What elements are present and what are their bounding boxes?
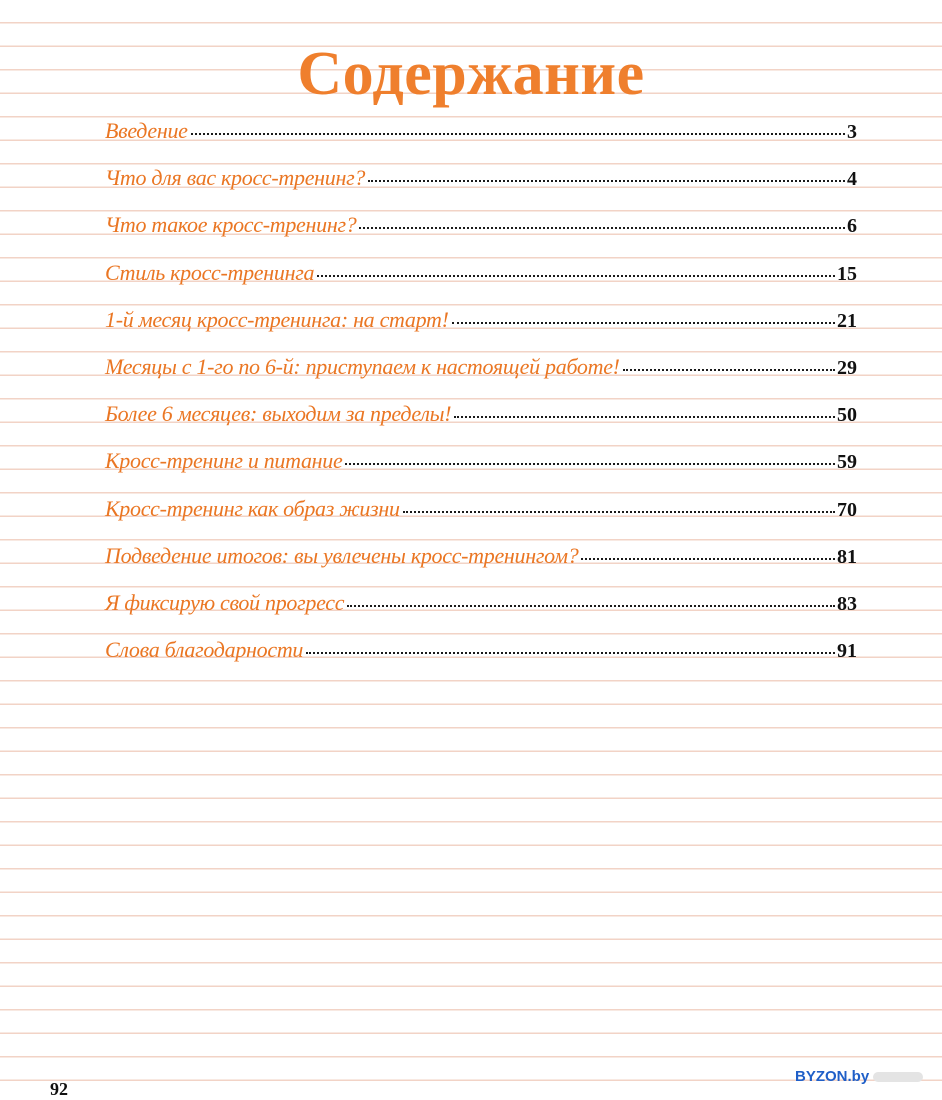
toc-entry-title: Подведение итогов: вы увлечены кросс-тренингом? bbox=[105, 542, 579, 568]
blurred-region bbox=[873, 1072, 923, 1082]
toc-entry-page: 4 bbox=[847, 168, 857, 191]
toc-entry-title: Введение bbox=[105, 118, 188, 143]
toc-dot-leader bbox=[345, 463, 835, 465]
toc-dot-leader bbox=[403, 511, 835, 513]
toc-entry-page: 15 bbox=[837, 262, 857, 285]
toc-entry-title: 1-й месяц кросс-тренинга: на старт! bbox=[105, 306, 449, 332]
toc-entry-page: 3 bbox=[847, 121, 857, 143]
toc-entry-page: 81 bbox=[837, 545, 857, 568]
toc-entry-title: Стиль кросс-тренинга bbox=[105, 259, 315, 285]
toc-entry bbox=[105, 354, 857, 401]
toc-entry bbox=[105, 212, 857, 259]
toc-entry-title: Более 6 месяцев: выходим за пределы! bbox=[105, 401, 452, 427]
toc-entry-page: 83 bbox=[837, 592, 857, 615]
toc-dot-leader bbox=[306, 652, 835, 654]
toc-entry bbox=[105, 496, 857, 543]
toc-dot-leader bbox=[581, 558, 835, 560]
toc-entry bbox=[105, 307, 857, 354]
toc-entry bbox=[105, 260, 857, 307]
page-number: 92 bbox=[50, 1079, 68, 1099]
toc-dot-leader bbox=[452, 322, 835, 324]
toc-entry bbox=[105, 401, 857, 448]
toc-dot-leader bbox=[347, 605, 835, 607]
toc-entry-page: 6 bbox=[847, 215, 857, 238]
toc-entry-page: 29 bbox=[837, 356, 857, 379]
toc-dot-leader bbox=[368, 180, 845, 182]
toc-entry-title: Слова благодарности bbox=[105, 637, 304, 663]
toc-entry-page: 50 bbox=[837, 404, 857, 427]
toc-entry bbox=[105, 590, 857, 637]
toc-entry-title: Что такое кросс-тренинг? bbox=[105, 212, 357, 238]
watermark-text: BYZON.by bbox=[795, 1068, 870, 1085]
toc-entry bbox=[105, 543, 857, 590]
toc-entry-title: Месяцы с 1-го по 6-й: приступаем к настоящей работе! bbox=[105, 353, 620, 379]
toc-entry-page: 70 bbox=[837, 498, 857, 521]
toc-entry-page: 91 bbox=[837, 640, 857, 663]
toc-dot-leader bbox=[454, 416, 835, 418]
toc-dot-leader bbox=[359, 227, 845, 229]
toc-entry-page: 59 bbox=[837, 451, 857, 474]
toc-entry-title: Я фиксирую свой прогресс bbox=[105, 589, 345, 615]
table-of-contents bbox=[105, 118, 857, 684]
toc-entry-title: Что для вас кросс-тренинг? bbox=[105, 165, 366, 191]
toc-entry bbox=[105, 448, 857, 495]
toc-entry-title: Кросс-тренинг как образ жизни bbox=[105, 495, 400, 521]
toc-dot-leader bbox=[317, 275, 835, 277]
toc-dot-leader bbox=[623, 369, 835, 371]
toc-entry bbox=[105, 165, 857, 212]
toc-dot-leader bbox=[191, 133, 845, 135]
toc-entry bbox=[105, 118, 857, 165]
page-title: Содержание bbox=[297, 39, 645, 108]
watermark bbox=[795, 1068, 923, 1085]
toc-entry-title: Кросс-тренинг и питание bbox=[105, 448, 343, 474]
toc-entry-page: 21 bbox=[837, 309, 857, 332]
toc-entry bbox=[105, 637, 857, 684]
